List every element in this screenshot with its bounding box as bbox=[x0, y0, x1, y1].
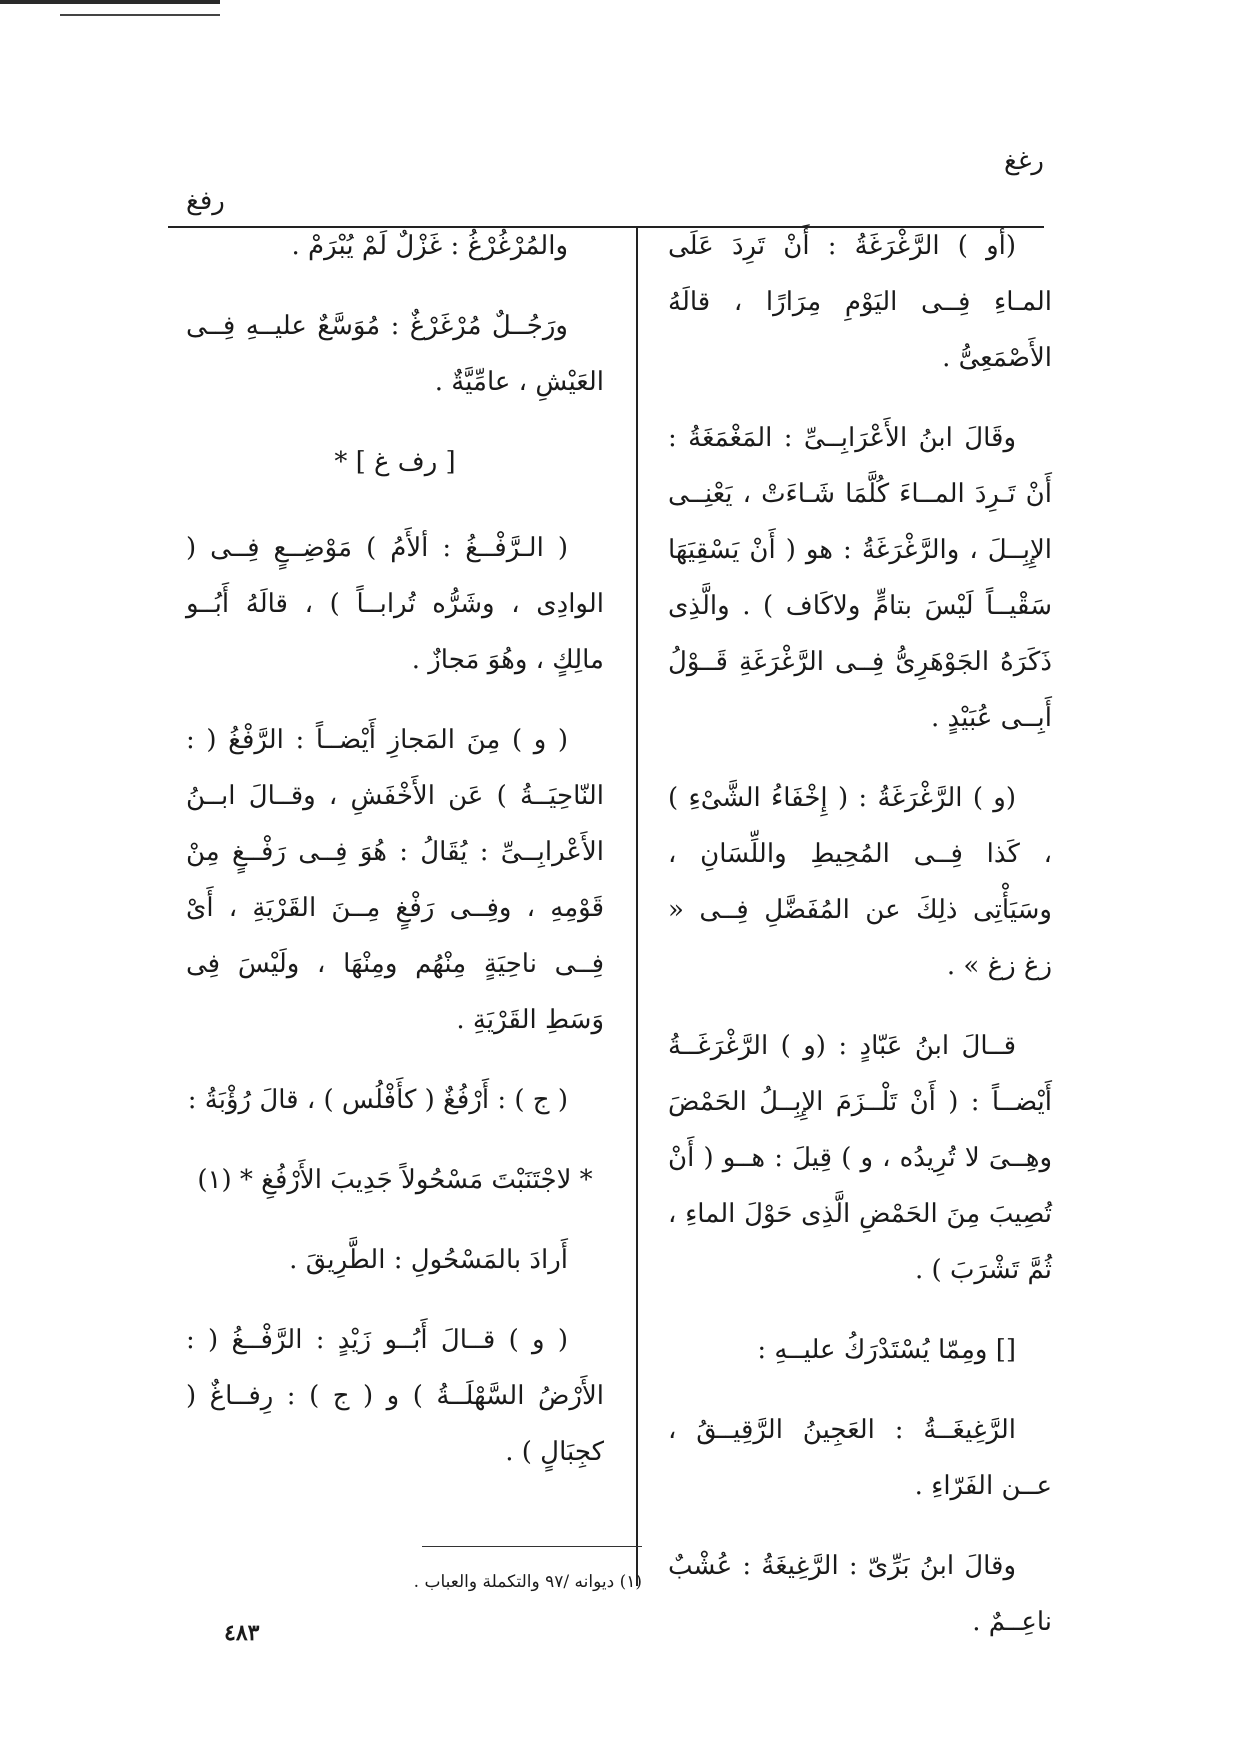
paragraph: أَرادَ بالمَسْحُولِ : الطَّرِيقَ . bbox=[289, 1245, 568, 1275]
footnote-rule bbox=[422, 1546, 642, 1547]
paragraph: ( الـرَّفْــغُ : ألأَمُ ) مَوْضِــعٍ فِــى ( الوادِى ، وشَرُّه تُرابــاً ) ، قالَهُ أَبُــو مالِكٍ ، وهُوَ مَجازٌ . bbox=[186, 533, 604, 675]
paragraph: (و ) الرَّغْرَغَةُ : ( إِخْفَاءُ الشَّىْءِ ) ، كَذا فِــى المُحِيطِ واللِّسَانِ ، وسَيَأْتِى ذلِكَ عن المُفَضَّلِ فِــى « زغ زغ » . bbox=[668, 783, 1052, 981]
left-column bbox=[186, 218, 604, 1504]
running-head-right: رغغ bbox=[1004, 146, 1044, 176]
entry-heading: [ رف غ ] * bbox=[334, 447, 456, 477]
scan-edge-mark bbox=[0, 0, 220, 4]
paragraph: الرَّغِيغَــةُ : العَجِينُ الرَّقِيــقُ ، عــن الفَرّاءِ . bbox=[668, 1415, 1052, 1501]
paragraph: والمُرْغُرْغُ : غَزْلٌ لَمْ يُبْرَمْ . bbox=[291, 231, 568, 261]
footnote: (١) ديوانه /٩٧ والتكملة والعباب . bbox=[413, 1572, 642, 1592]
right-column bbox=[668, 218, 1052, 1674]
paragraph: ورَجُــلٌ مُرْغَرْغٌ : مُوَسَّعٌ عليــهِ فِــى العَيْشِ ، عامِّيَّةٌ . bbox=[186, 311, 604, 397]
running-head-left: رفغ bbox=[186, 186, 225, 216]
verse-line: * لاجْتَنَبْتَ مَسْحُولاً جَدِيبَ الأَرْفُغِ * (١) bbox=[197, 1165, 593, 1195]
paragraph: قــالَ ابنُ عَبّادٍ : (و ) الرَّغْرَغَــةُ أَيْضــاً : ( أَنْ تَلْــزَمَ الإِبِــلُ الحَمْضَ وهِــىَ لا تُرِيدُه ، و ) قِيلَ : هــو ( أَنْ تُصِيبَ مِنَ الحَمْضِ الَّذِى حَوْلَ الماءِ ، ثُمَّ تَشْرَبَ ) . bbox=[668, 1031, 1052, 1285]
paragraph: ( و ) قــالَ أَبُــو زَيْدٍ : الرَّفْــغُ ( : الأَرْضُ السَّهْلَــةُ ) و ( ج ) : رِفــاغٌ ( كجِبَالٍ ) . bbox=[186, 1325, 604, 1467]
column-divider bbox=[636, 226, 638, 1586]
paragraph: ( و ) مِنَ المَجازِ أَيْضــاً : الرَّفْغُ ( : النّاحِيَــةُ ) عَن الأَخْفَشِ ، وقــالَ ابــنُ الأَعْرابِــىِّ : يُقَالُ : هُوَ فِــى رَفْــغٍ مِنْ قَوْمِهِ ، وفِــى رَفْغٍ مِــنَ القَرْيَةِ ، أَىْ فِــى ناحِيَةٍ مِنْهُم ومِنْهَا ، ولَيْسَ فِى وَسَطِ القَرْيَةِ . bbox=[186, 725, 604, 1035]
paragraph: [] ومِمّا يُسْتَدْرَكُ عليــهِ : bbox=[757, 1335, 1016, 1365]
scan-edge-mark bbox=[60, 14, 220, 16]
page-number: ٤٨٣ bbox=[224, 1620, 260, 1646]
paragraph: وقالَ ابنُ بَرِّىّ : الرَّغِيغَةُ : عُشْبٌ ناعِــمٌ . bbox=[668, 1551, 1052, 1637]
paragraph: وقَالَ ابنُ الأَعْرَابِــىِّ : المَغْمَغَةُ : أَنْ تَـرِدَ المــاءَ كُلَّمَا شَـاءَتْ ، يَعْنِــى الإِبِــلَ ، والرَّغْرَغَةُ : هو ( أَنْ يَسْقِيَهَا سَقْيــاً لَيْسَ بتامٍّ ولاكَاف ) . والَّذِى ذَكَرَهُ الجَوْهَرِىُّ فِــى الرَّغْرَغَةِ قَــوْلُ أَبِــى عُبَيْدٍ . bbox=[668, 423, 1052, 733]
paragraph: (أو ) الرَّغْرَغَةُ : أَنْ تَرِدَ عَلَى المـاءِ فِــى اليَوْمِ مِرَارًا ، قالَهُ الأَصْمَعِىُّ . bbox=[668, 231, 1052, 373]
paragraph: ( ج ) : أَرْفُغٌ ( كأَفْلُس ) ، قالَ رُؤْبَةُ : bbox=[187, 1085, 568, 1115]
